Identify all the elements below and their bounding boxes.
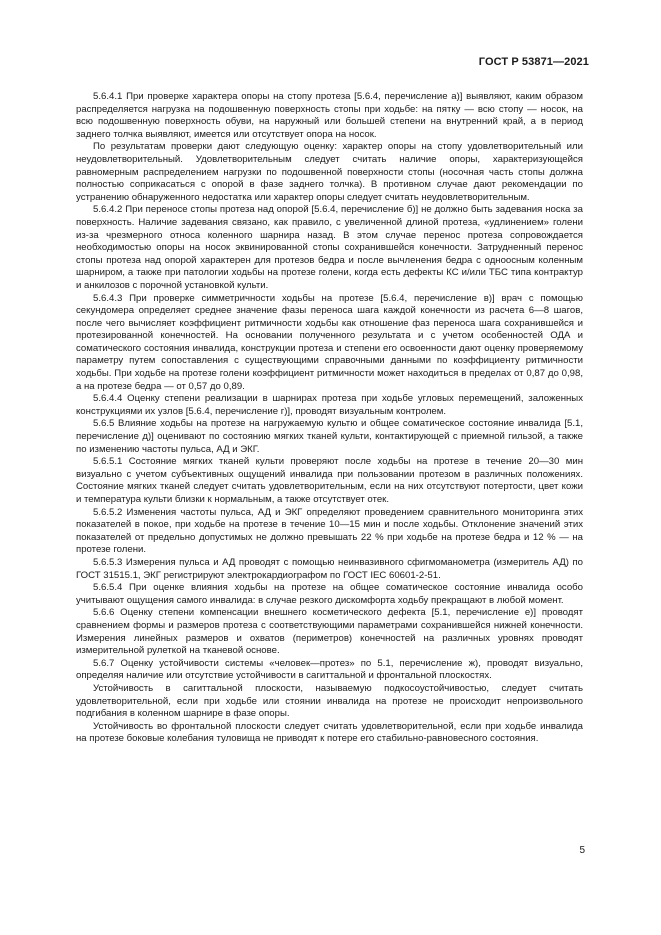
paragraph: 5.6.4.3 При проверке симметричности ходьбы на протезе [5.6.4, перечисление в)] врач с помощью секундомера определяет среднее значение фазы переноса шага каждой конечности из расчета 6—8 шагов, после чего вычисляет коэффициент ритмичности ходьбы как отношение фаз переноса шага сохранившейся и протезированной конечностей. На основании полученного результата и с учетом особенностей ОДА и соматического состояния инвалида, конструкции протеза и степени его освоенности дают оценку проверяемому параметру путем сопоставления с существующими справочными данными по коэффициенту ритмичности ходьбы. При ходьбе на протезе голени коэффициент ритмичности может находиться в пределах от 0,87 до 0,98, а на протезе бедра — от 0,57 до 0,89.	[76, 292, 583, 392]
paragraph: 5.6.5 Влияние ходьбы на протезе на нагружаемую культю и общее соматическое состояние инвалида [5.1, перечисление д)] оценивают по состоянию мягких тканей культи, контактирующей с приемной гильзой, а также по изменению частоты пульса, АД и ЭКГ.	[76, 418, 583, 455]
paragraph: 5.6.5.3 Измерения пульса и АД проводят с помощью неинвазивного сфигмоманометра (измеритель АД) по ГОСТ 31515.1, ЭКГ регистрируют электрокардиографом по ГОСТ IEC 60601-2-51.	[76, 556, 583, 581]
paragraph: 5.6.4.4 Оценку степени реализации в шарнирах протеза при ходьбе угловых перемещений, заложенных конструкциями их узлов [5.6.4, перечисление г)], проводят визуальным контролем.	[76, 393, 583, 417]
paragraph: 5.6.5.4 При оценке влияния ходьбы на протезе на общее соматическое состояние инвалида особо учитывают ощущения самого инвалида: в случае резкого дискомфорта ходьбу прекращают в любой момент.	[76, 582, 583, 606]
page-number: 5	[579, 845, 585, 856]
paragraph: Устойчивость во фронтальной плоскости следует считать удовлетворительной, если при ходьбе инвалида на протезе боковые колебания туловища не приводят к потере его стабильно-равновесного состояния.	[76, 720, 583, 745]
paragraph: 5.6.4.2 При переносе стопы протеза над опорой [5.6.4, перечисление б)] не должно быть задевания носка за поверхность. Наличие задевания связано, как правило, с увеличенной длиной протеза, «удлинением» голени из-за чрезмерного относа коленного шарнира назад. В этом случае перенос протеза сопровождается необходимостью опоры на носок эквинированной стопы сохранившейся конечности. Затрудненный перенос стопы протеза над опорой характерен для протезов бедра и после вычленения бедра с одноосным коленным шарниром, а также при патологии ходьбы на протезе голени, когда есть дефекты КС и/или ТБС типа контрактур и анкилозов с порочной установкой культи.	[76, 204, 583, 291]
paragraph: 5.6.5.1 Состояние мягких тканей культи проверяют после ходьбы на протезе в течение 20—30 мин визуально с учетом субъективных ощущений инвалида при пользовании протезом в различных положениях. Состояние мягких тканей следует считать удовлетворительным, если на них отсутствуют потертости, цвет кожи и температура культи близки к нормальным, а также отсутствует отек.	[76, 456, 583, 505]
standard-designation: ГОСТ Р 53871—2021	[478, 56, 589, 68]
paragraph: 5.6.4.1 При проверке характера опоры на стопу протеза [5.6.4, перечисление а)] выявляют, каким образом распределяется нагрузка на подошвенную поверхность стопы при ходьбе: на пятку — всю стопу — носок, на всю подошвенную поверхность обуви, на наружный или большей степени на внутренний край, а в период заднего толчка выявляют, имеется или отсутствует опора на носок.	[76, 91, 583, 140]
paragraph: 5.6.7 Оценку устойчивости системы «человек—протез» по 5.1, перечисление ж), проводят визуально, определяя наличие или отсутствие устойчивости в сагиттальной и фронтальной плоскостях.	[76, 657, 583, 682]
paragraph: 5.6.5.2 Изменения частоты пульса, АД и ЭКГ определяют проведением сравнительного мониторинга этих показателей в покое, при ходьбе на протезе в течение 10—15 мин и после ходьбы. Отклонение значений этих показателей от предельно допустимых не должно превышать 22 % при ходьбе на протезе бедра и 12 % — на протезе голени.	[76, 506, 583, 556]
document-body	[76, 91, 583, 746]
paragraph: Устойчивость в сагиттальной плоскости, называемую подкосоустойчивостью, следует считать удовлетворительной, если при ходьбе или стоянии инвалида на протезе не происходит непроизвольного подгибания в коленном шарнире в фазе опоры.	[76, 682, 583, 720]
paragraph: 5.6.6 Оценку степени компенсации внешнего косметического дефекта [5.1, перечисление е)] проводят сравнением формы и размеров протеза с соответствующими параметрами сохранившейся нижней конечности. Измерения линейных размеров и охватов (периметров) конечностей на различных уровнях проводят измерительной рулеткой на тканевой основе.	[76, 607, 583, 657]
paragraph: По результатам проверки дают следующую оценку: характер опоры на стопу удовлетворительный или неудовлетворительный. Удовлетворительным следует считать наличие опоры, характеризующейся равномерным распределением нагрузки по подошвенной поверхности стопы (носочная часть стопы должна полностью соприкасаться с опорой в фазе заднего толчка). В противном случае дают рекомендации по устранению обнаруженного недостатка или характер опоры следует считать неудовлетворительным.	[76, 141, 583, 203]
